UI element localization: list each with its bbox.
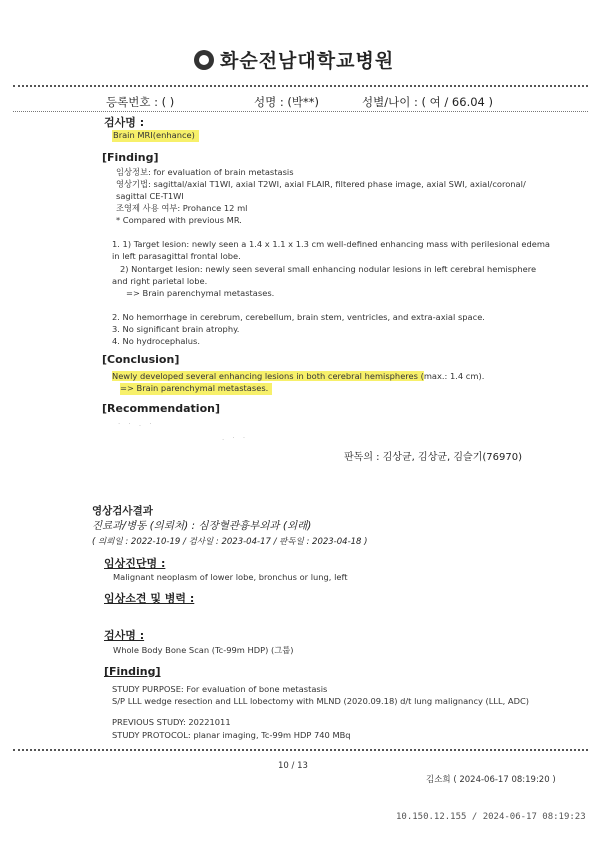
exam-name: Brain MRI(enhance) xyxy=(112,130,199,142)
readers-signature: 판독의 : 김상균, 김상균, 김슬기(76970) xyxy=(344,452,522,463)
header-rule-bottom xyxy=(13,111,588,112)
patient-name: 성명 : (박**) xyxy=(254,95,319,109)
page-number: 10 / 13 xyxy=(278,761,308,771)
finding2-line: STUDY PROTOCOL: planar imaging, Tc-99m HDP 740 MBq xyxy=(112,730,351,740)
finding-line: 1. 1) Target lesion: newly seen a 1.4 x 1.1 x 1.3 cm well-defined enhancing mass with perilesional edema xyxy=(112,239,551,249)
exam-name-2: Whole Body Bone Scan (Tc-99m HDP) (그룹) xyxy=(113,645,294,655)
conclusion-line-1 xyxy=(112,371,484,383)
history-heading: 임상소견 및 병력 : xyxy=(104,592,195,605)
diagnosis-heading: 임상진단명 : xyxy=(104,557,166,570)
report2-dates: ( 의뢰일 : 2022-10-19 / 검사일 : 2023-04-17 / 판독일 : 2023-04-18 ) xyxy=(92,537,368,547)
finding-line: 2) Nontarget lesion: newly seen several small enhancing nodular lesions in left cerebral hemisphere xyxy=(120,264,537,274)
redaction-noise: · · . · xyxy=(118,420,155,428)
registration-number: 등록번호 : ( ) xyxy=(106,95,175,109)
finding-line: 영상기법: sagittal/axial T1WI, axial T2WI, axial FLAIR, filtered phase image, axial SWI, axial/coronal/ xyxy=(116,179,526,189)
hospital-emblem-icon xyxy=(194,50,214,70)
hospital-logo xyxy=(194,46,394,73)
print-ip-stamp: 10.150.12.155 / 2024-06-17 08:19:23 xyxy=(396,812,586,822)
finding-heading: [Finding] xyxy=(102,151,159,164)
exam-heading-2: 검사명 : xyxy=(104,629,145,642)
printed-by: 김소희 ( 2024-06-17 08:19:20 ) xyxy=(426,775,556,785)
finding-line: and right parietal lobe. xyxy=(112,276,208,286)
finding2-line: STUDY PURPOSE: For evaluation of bone metastasis xyxy=(112,684,328,694)
hospital-name: 화순전남대학교병원 xyxy=(220,50,395,72)
finding-line: 3. No significant brain atrophy. xyxy=(112,324,240,334)
header-rule-top xyxy=(13,85,588,87)
conclusion-size: max.: 1.4 cm). xyxy=(423,371,485,381)
exam-heading: 검사명 : xyxy=(104,116,145,129)
finding-line: 4. No hydrocephalus. xyxy=(112,336,201,346)
diagnosis-text: Malignant neoplasm of lower lobe, bronchus or lung, left xyxy=(113,572,348,582)
recommendation-heading: [Recommendation] xyxy=(102,402,220,415)
finding2-line: PREVIOUS STUDY: 20221011 xyxy=(112,717,231,727)
finding-line: * Compared with previous MR. xyxy=(116,215,242,225)
footer-rule xyxy=(13,749,588,751)
finding-heading-2: [Finding] xyxy=(104,665,161,678)
finding-line: 임상정보: for evaluation of brain metastasis xyxy=(116,167,294,177)
conclusion-heading: [Conclusion] xyxy=(102,353,180,366)
conclusion-highlight: Newly developed several enhancing lesions in both cerebral hemispheres ( xyxy=(112,371,424,381)
finding-line: 2. No hemorrhage in cerebrum, cerebellum, brain stem, ventricles, and extra-axial space. xyxy=(112,312,485,322)
redaction-noise: . · · xyxy=(222,434,249,442)
finding-line: sagittal CE-T1WI xyxy=(116,191,184,201)
patient-sex-age: 성별/나이 : ( 여 / 66.04 ) xyxy=(362,95,493,109)
finding2-line: S/P LLL wedge resection and LLL lobectomy with MLND (2020.09.18) d/t lung malignancy (LLL, ADC) xyxy=(112,696,530,706)
finding-line: => Brain parenchymal metastases. xyxy=(126,288,275,298)
report2-department: 진료과/병동 (의뢰처) : 심장혈관흉부외과 (외래) xyxy=(92,520,312,532)
report2-title: 영상검사결과 xyxy=(92,505,153,517)
conclusion-line-2: => Brain parenchymal metastases. xyxy=(120,383,272,395)
finding-line: in left parasagittal frontal lobe. xyxy=(112,251,241,261)
finding-line: 조영제 사용 여부: Prohance 12 ml xyxy=(116,203,248,213)
